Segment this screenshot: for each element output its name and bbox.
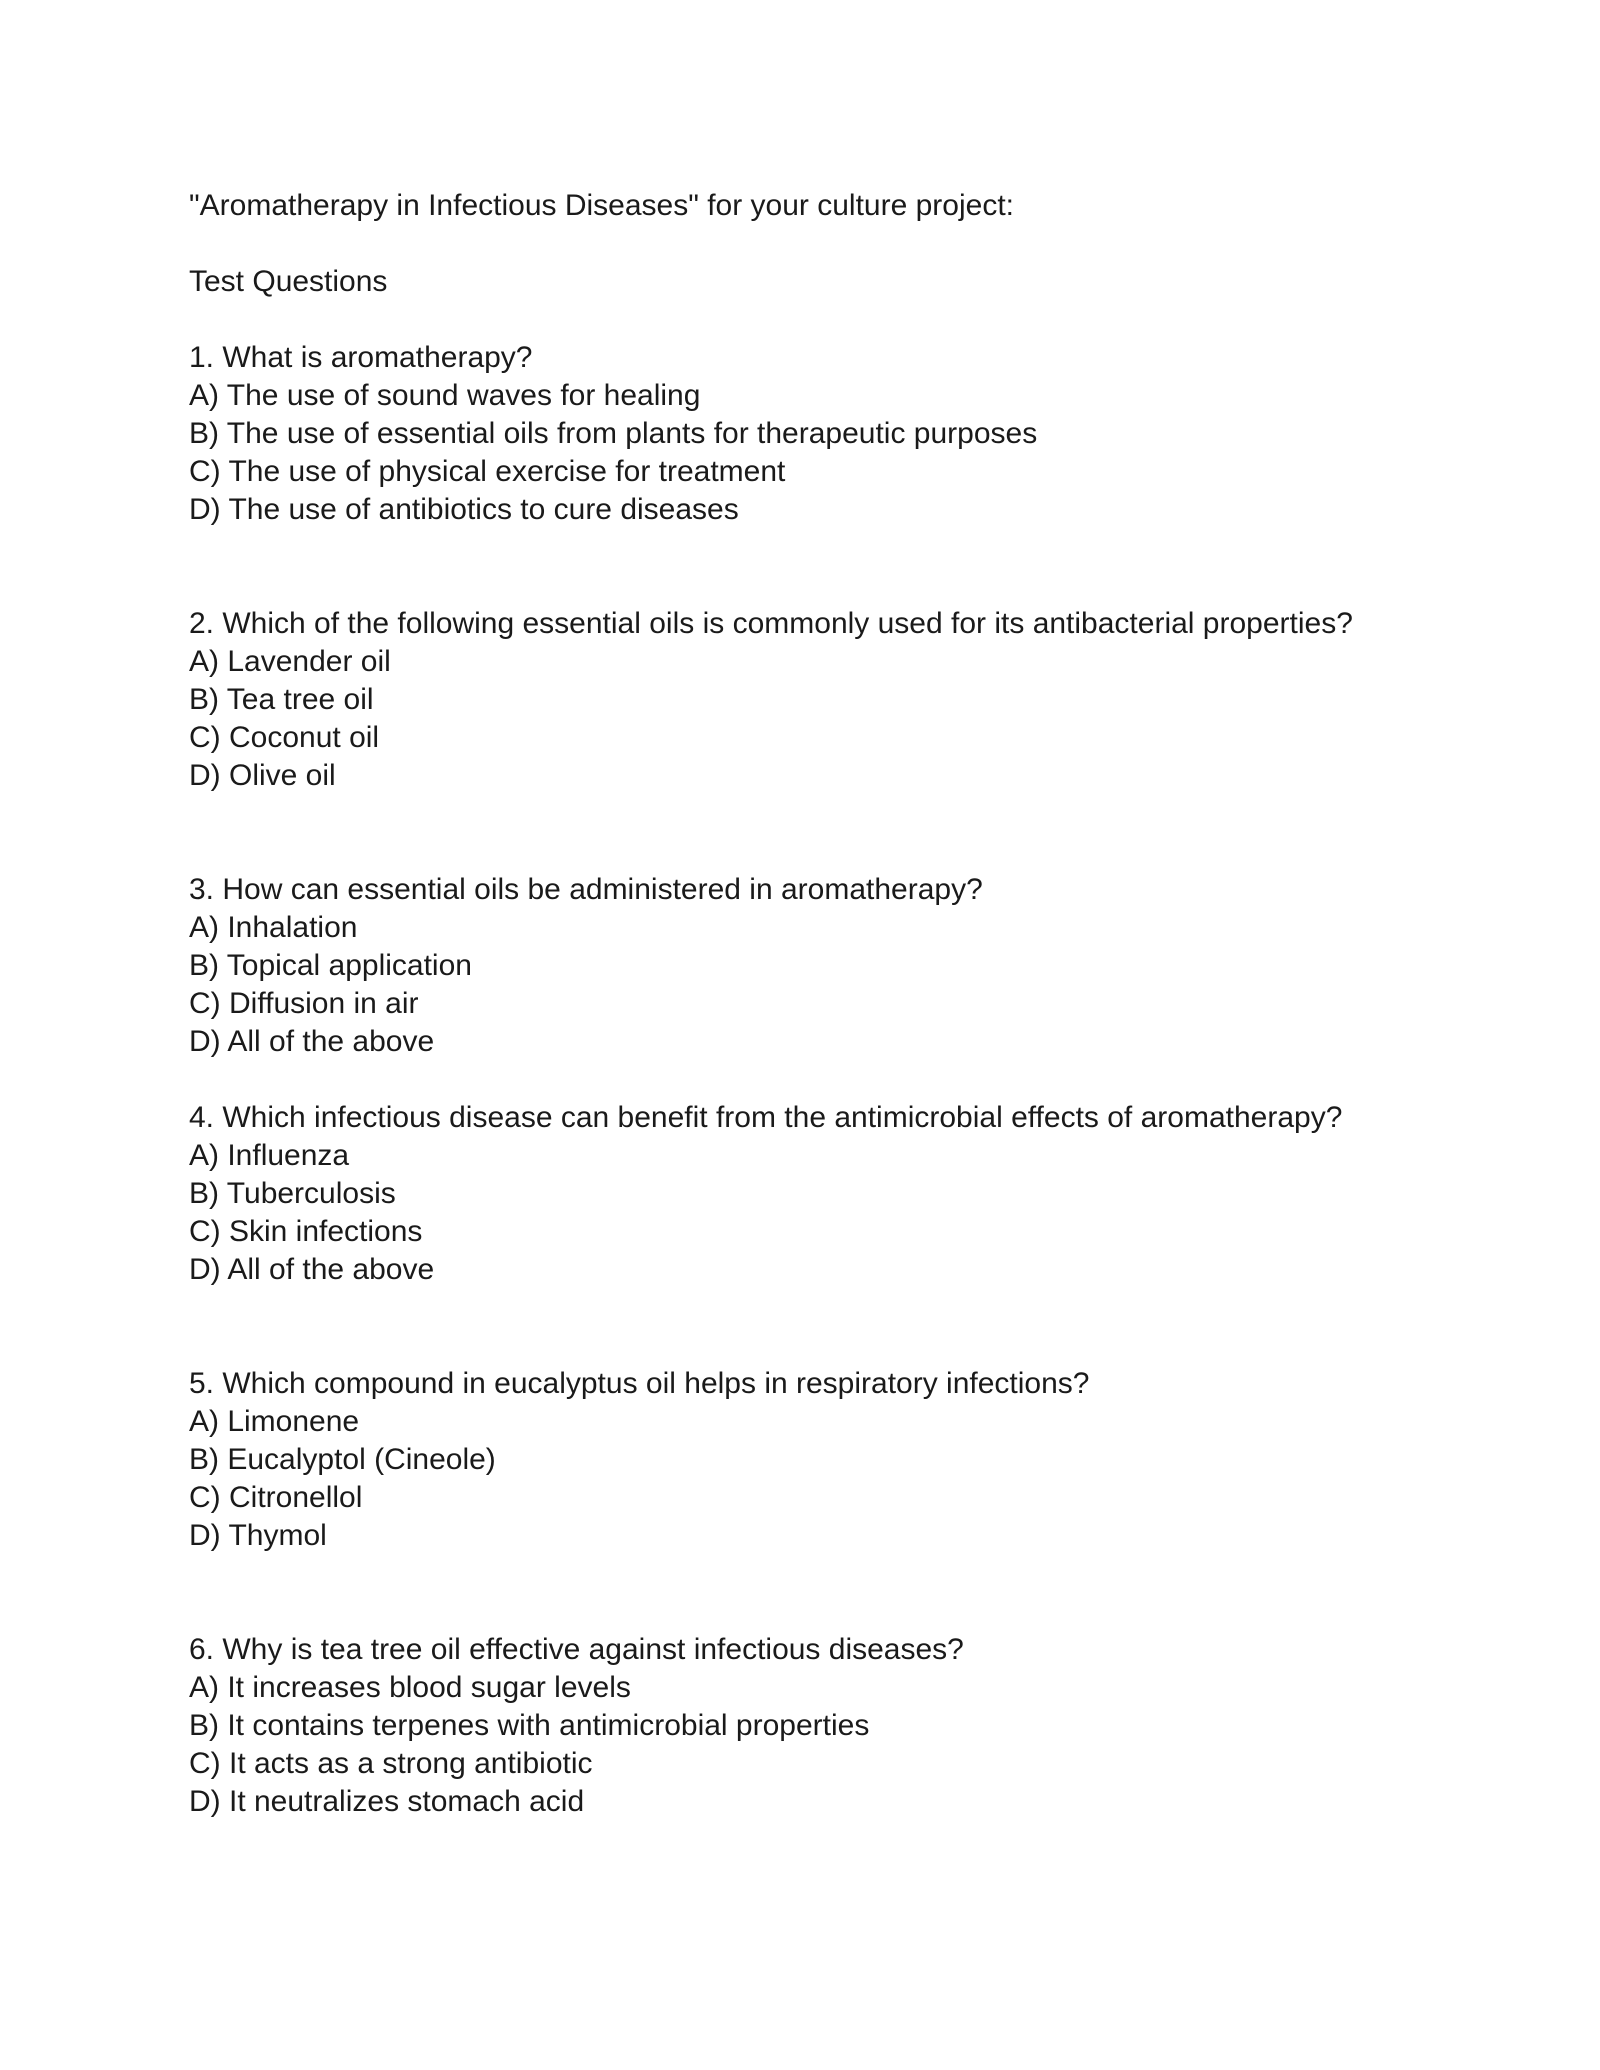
answer-option: C) Diffusion in air — [189, 987, 419, 1020]
answer-option: A) Inhalation — [189, 911, 358, 944]
answer-option: C) It acts as a strong antibiotic — [189, 1747, 593, 1780]
question-text: 1. What is aromatherapy? — [189, 341, 533, 374]
answer-option: D) The use of antibiotics to cure diseases — [189, 493, 739, 526]
answer-option: D) All of the above — [189, 1253, 435, 1286]
answer-option: A) It increases blood sugar levels — [189, 1671, 631, 1704]
question-text: 6. Why is tea tree oil effective against infectious diseases? — [189, 1633, 964, 1666]
question-text: 2. Which of the following essential oils is commonly used for its antibacterial properties? — [189, 607, 1353, 640]
answer-option: B) Eucalyptol (Cineole) — [189, 1443, 496, 1476]
answer-option: C) The use of physical exercise for treatment — [189, 455, 786, 488]
answer-option: D) Thymol — [189, 1519, 327, 1552]
answer-option: A) The use of sound waves for healing — [189, 379, 701, 412]
answer-option: A) Limonene — [189, 1405, 360, 1438]
answer-option: D) Olive oil — [189, 759, 336, 792]
question-text: 3. How can essential oils be administered in aromatherapy? — [189, 873, 983, 906]
answer-option: B) Topical application — [189, 949, 472, 982]
answer-option: D) All of the above — [189, 1025, 435, 1058]
answer-option: B) Tea tree oil — [189, 683, 374, 716]
answer-option: A) Lavender oil — [189, 645, 391, 678]
intro-text: "Aromatherapy in Infectious Diseases" for your culture project: — [189, 189, 1014, 222]
section-heading: Test Questions — [189, 265, 388, 298]
answer-option: B) It contains terpenes with antimicrobial properties — [189, 1709, 870, 1742]
answer-option: B) Tuberculosis — [189, 1177, 396, 1210]
answer-option: B) The use of essential oils from plants for therapeutic purposes — [189, 417, 1038, 450]
answer-option: C) Coconut oil — [189, 721, 380, 754]
question-text: 5. Which compound in eucalyptus oil helps in respiratory infections? — [189, 1367, 1090, 1400]
answer-option: C) Skin infections — [189, 1215, 423, 1248]
question-text: 4. Which infectious disease can benefit from the antimicrobial effects of aromatherapy? — [189, 1101, 1343, 1134]
answer-option: A) Influenza — [189, 1139, 350, 1172]
answer-option: D) It neutralizes stomach acid — [189, 1785, 585, 1818]
answer-option: C) Citronellol — [189, 1481, 363, 1514]
